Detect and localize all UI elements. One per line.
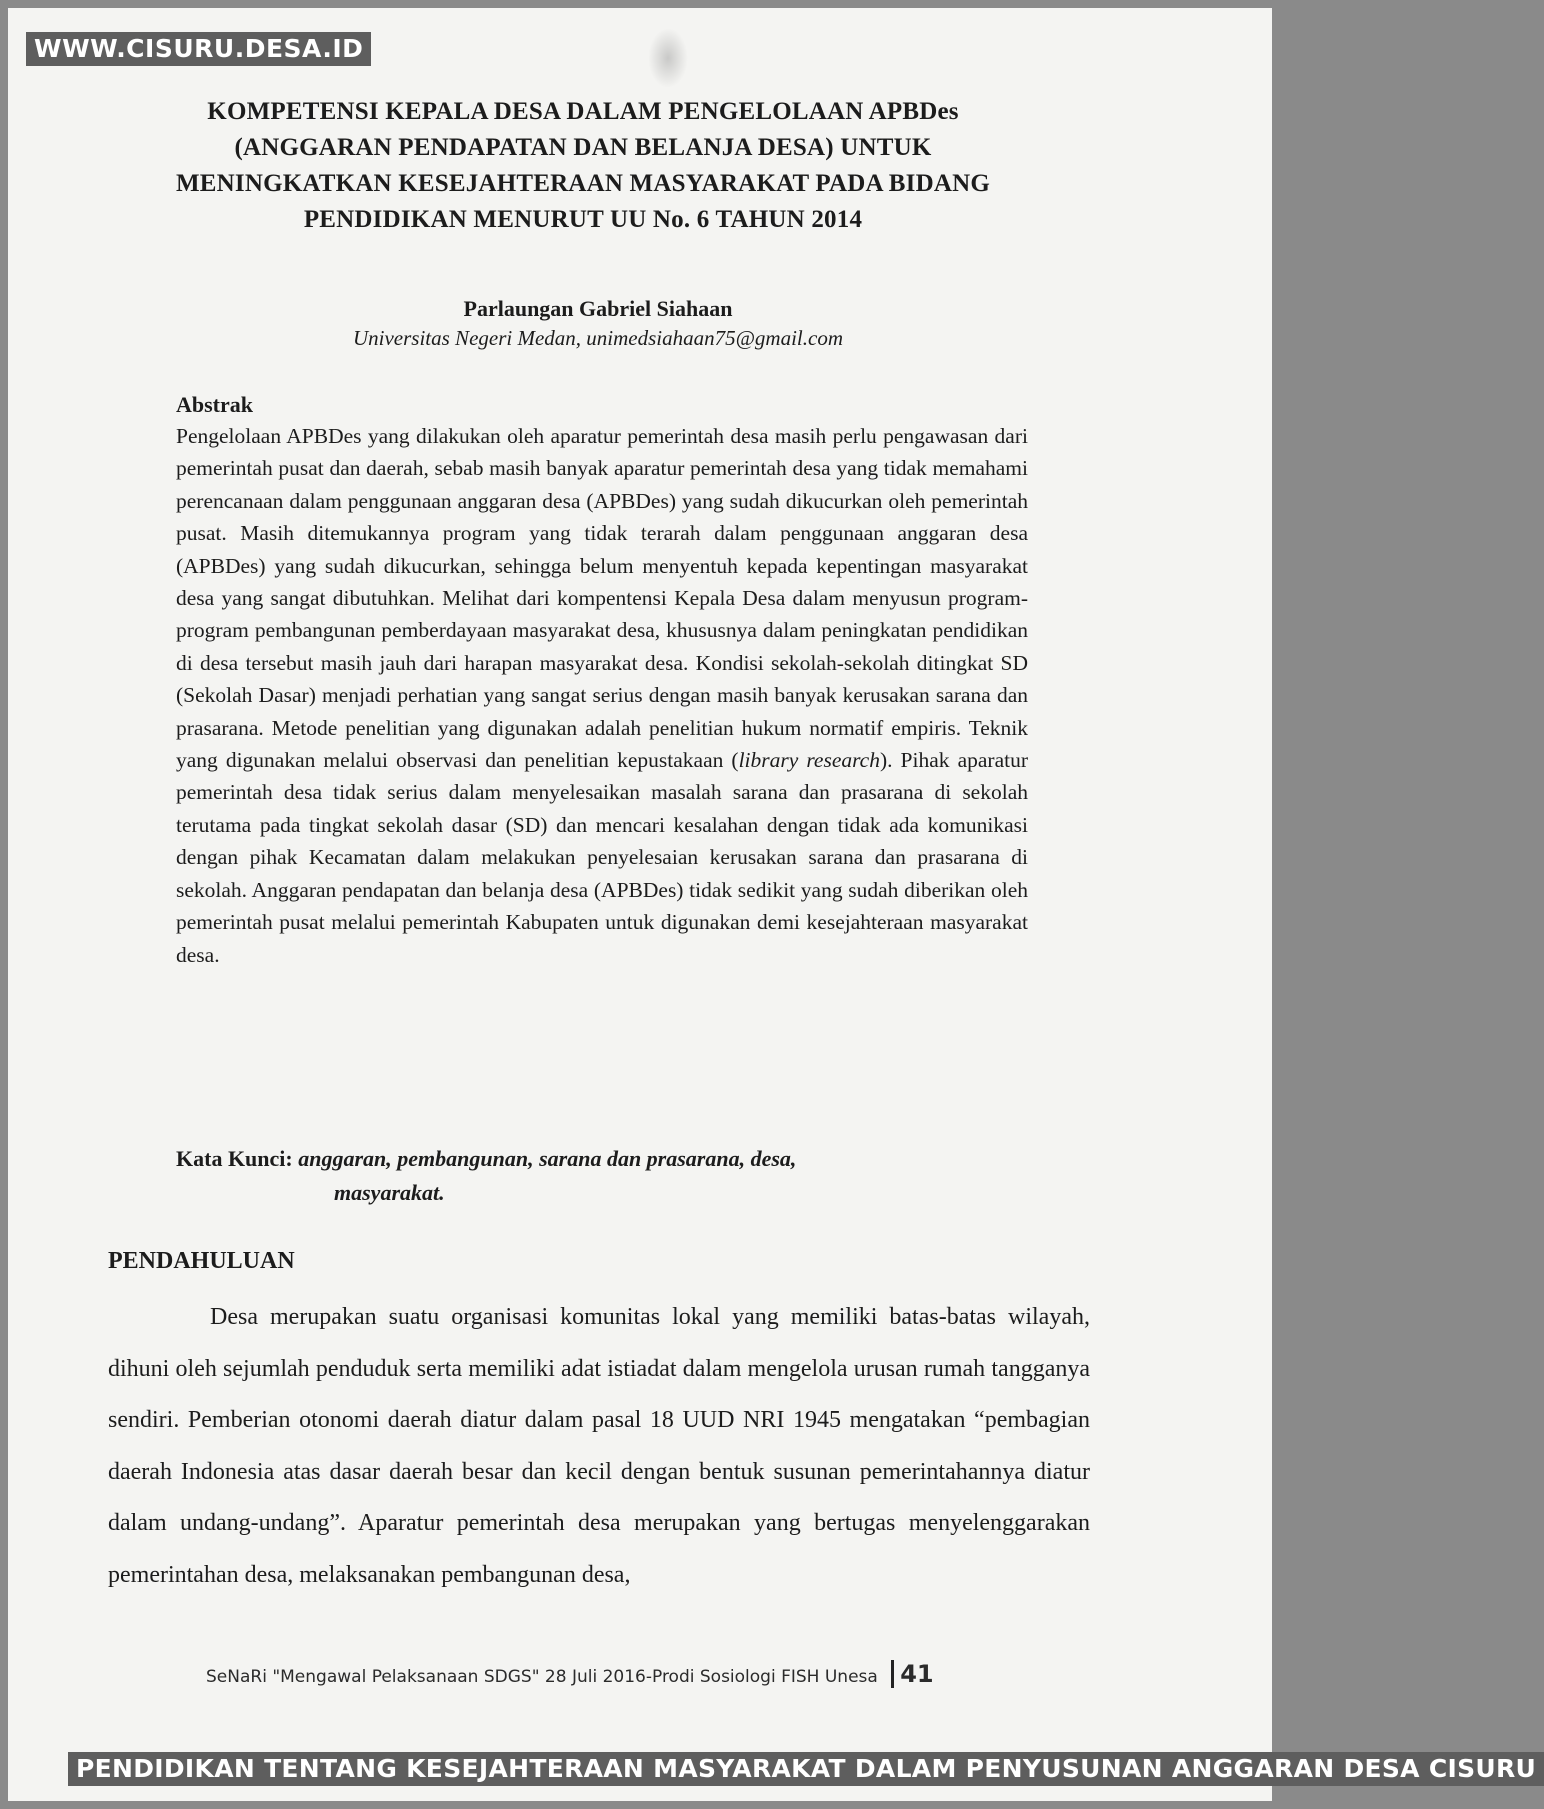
- title-line: PENDIDIKAN MENURUT UU No. 6 TAHUN 2014: [303, 206, 863, 233]
- title-line: KOMPETENSI KEPALA DESA DALAM PENGELOLAAN APBDes: [207, 98, 959, 125]
- title-line: MENINGKATKAN KESEJAHTERAAN MASYARAKAT PADA BIDANG: [175, 170, 991, 197]
- section-heading: PENDAHULUAN: [108, 1248, 295, 1274]
- caption-banner: PENDIDIKAN TENTANG KESEJAHTERAAN MASYARAKAT DALAM PENYUSUNAN ANGGARAN DESA CISURU: [68, 1752, 1544, 1786]
- paper-title: [108, 94, 1058, 238]
- abstract-italic-term: library research: [738, 748, 880, 773]
- abstract-heading: Abstrak: [176, 392, 254, 417]
- abstract-text: Pengelolaan APBDes yang dilakukan oleh aparatur pemerintah desa masih perlu pengawasan dari pemerintah pusat dan daerah, sebab masih banyak aparatur pemerintah desa yang tidak memahami perencanaan dalam penggunaan anggaran desa (APBDes) yang sudah dikucurkan oleh pemerintah pusat. Masih ditemukannya program yang tidak terarah dalam penggunaan anggaran desa (APBDes) yang sudah dikucurkan, sehingga belum menyentuh kepada kepentingan masyarakat desa yang sangat dibutuhkan. Melihat dari kompentensi Kepala Desa dalam menyusun program-program pembangunan pemberdayaan masyarakat desa, khususnya dalam peningkatan pendidikan di desa tersebut masih jauh dari harapan masyarakat desa. Kondisi sekolah-sekolah ditingkat SD (Sekolah Dasar) menjadi perhatian yang sangat serius dengan masih banyak kerusakan sarana dan prasarana. Metode penelitian yang digunakan adalah penelitian hukum normatif empiris. Teknik yang digunakan melalui observasi dan penelitian kepustakaan (: [176, 424, 1028, 773]
- abstract-body: [176, 420, 1028, 971]
- site-watermark: WWW.CISURU.DESA.ID: [26, 32, 371, 66]
- scanned-page: [8, 8, 1537, 1801]
- keywords: [176, 1142, 1056, 1210]
- page-number: 41: [891, 1660, 933, 1688]
- keywords-terms: anggaran, pembangunan, sarana dan prasarana, desa,: [298, 1146, 797, 1171]
- footer-text: SeNaRi "Mengawal Pelaksanaan SDGS" 28 Juli 2016-Prodi Sosiologi FISH Unesa: [206, 1667, 878, 1687]
- abstract-text: ). Pihak aparatur pemerintah desa tidak serius dalam menyelesaikan masalah sarana dan prasarana di sekolah terutama pada tingkat sekolah dasar (SD) dan mencari kesalahan dengan tidak ada komunikasi dengan pihak Kecamatan dalam melakukan penyelesaian kerusakan sarana dan prasarana di sekolah. Anggaran pendapatan dan belanja desa (APBDes) tidak sedikit yang sudah diberikan oleh pemerintah pusat melalui pemerintah Kabupaten untuk digunakan demi kesejahteraan masyarakat desa.: [176, 748, 1028, 967]
- keywords-terms-cont: masyarakat.: [334, 1180, 445, 1205]
- page-footer: [206, 1660, 1116, 1688]
- author-name: Parlaungan Gabriel Siahaan: [463, 296, 733, 321]
- title-line: (ANGGARAN PENDAPATAN DAN BELANJA DESA) UNTUK: [234, 134, 932, 161]
- keywords-label: Kata Kunci:: [176, 1146, 293, 1171]
- author-affiliation: Universitas Negeri Medan, unimedsiahaan75@gmail.com: [352, 326, 843, 350]
- intro-paragraph: Desa merupakan suatu organisasi komunitas lokal yang memiliki batas-batas wilayah, dihuni oleh sejumlah penduduk serta memiliki adat istiadat dalam mengelola urusan rumah tangganya sendiri. Pemberian otonomi daerah diatur dalam pasal 18 UUD NRI 1945 mengatakan “pembagian daerah Indonesia atas dasar daerah besar dan kecil dengan bentuk susunan pemerintahannya diatur dalam undang-undang”. Aparatur pemerintah desa merupakan yang bertugas menyelenggarakan pemerintahan desa, melaksanakan pembangunan desa,: [108, 1304, 1090, 1588]
- scan-smudge: [648, 28, 688, 88]
